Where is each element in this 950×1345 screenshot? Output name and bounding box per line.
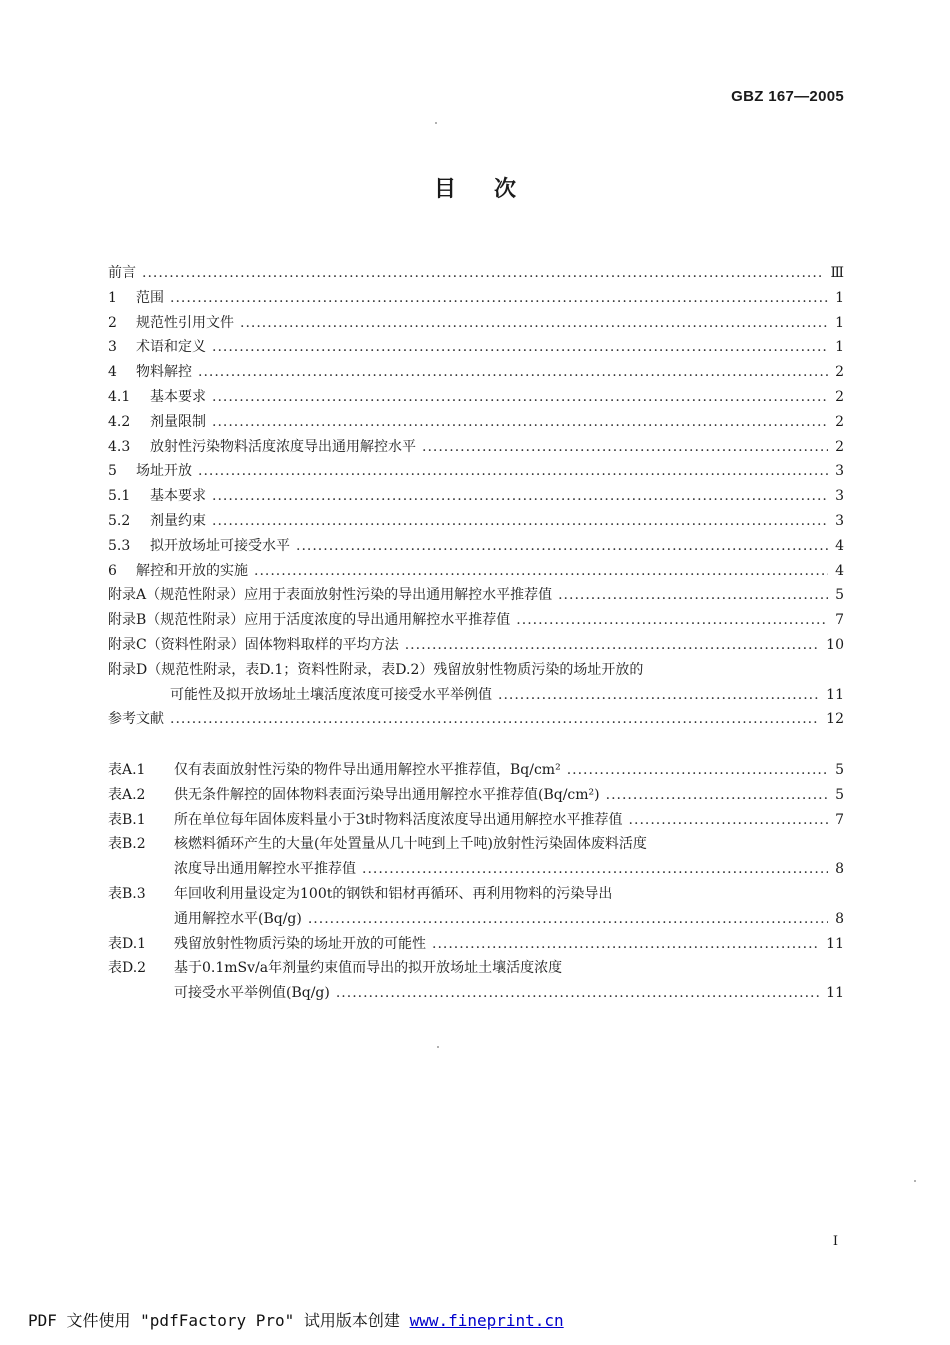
leader-dots [212,335,828,360]
table-row-continued[interactable] [108,981,844,1006]
table-num: 表B.1 [108,811,146,828]
toc-label: 剂量约束 [150,512,206,529]
table-row-continued[interactable] [108,857,844,882]
leader-dots [629,808,828,833]
table-row[interactable] [108,808,844,833]
toc-row-appendix-a[interactable] [108,583,844,608]
leader-dots [198,360,828,385]
toc-row-appendix-b[interactable] [108,608,844,633]
leader-dots [362,857,828,882]
toc-num: 5.1 [108,488,131,505]
table-label: 年回收利用量设定为100t的钢铁和铝材再循环、再利用物料的污染导出 [174,885,613,902]
toc-main [108,261,844,732]
scan-speck [914,1180,916,1182]
table-num: 表B.2 [108,836,146,853]
toc-page: 1 [835,339,844,356]
table-label: 浓度导出通用解控水平推荐值 [174,861,356,878]
table-num: 表D.2 [108,960,147,977]
leader-dots [142,261,824,286]
toc-row-references[interactable] [108,707,844,732]
leader-dots [498,683,820,708]
toc-label: 拟开放场址可接受水平 [150,537,290,554]
toc-label: 解控和开放的实施 [136,562,248,579]
toc-num: 3 [108,339,117,356]
toc-row[interactable] [108,534,844,559]
toc-page: 12 [826,711,844,728]
toc-num: 6 [108,562,117,579]
table-row[interactable] [108,758,844,783]
toc-row[interactable] [108,261,844,286]
toc-num: 2 [108,314,117,331]
toc-label: 术语和定义 [136,339,206,356]
toc-num: 4.2 [108,413,131,430]
table-page: 11 [826,985,844,1002]
toc-page: 4 [835,537,844,554]
toc-row-appendix-c[interactable] [108,633,844,658]
scan-speck [435,122,437,124]
toc-label: 前言 [108,265,136,281]
pdf-watermark [28,1308,564,1331]
toc-num: 4.3 [108,438,131,455]
toc-page: 10 [826,636,844,653]
toc-num: 5.2 [108,512,131,529]
page-title: 目次 [433,176,554,202]
toc-label: 剂量限制 [150,413,206,430]
toc-page: 2 [835,438,844,455]
leader-dots [212,385,828,410]
table-row[interactable] [108,932,844,957]
table-label: 供无条件解控的固体物料表面污染导出通用解控水平推荐值(Bq/cm²) [174,786,600,803]
table-label: 仅有表面放射性污染的物件导出通用解控水平推荐值，Bq/cm² [174,762,561,778]
toc-label: 范围 [136,289,164,306]
toc-label: 参考文献 [108,711,164,728]
table-row-continued[interactable] [108,907,844,932]
toc-row[interactable] [108,435,844,460]
table-row[interactable] [108,882,844,907]
toc-label: 附录C（资料性附录）固体物料取样的平均方法 [108,636,399,653]
table-page: 5 [835,786,844,803]
leader-dots [567,758,828,783]
toc-page: 1 [835,289,844,306]
leader-dots [558,583,828,608]
leader-dots [606,783,828,808]
toc-label: 场址开放 [136,463,192,480]
watermark-link[interactable]: www.fineprint.cn [409,1311,564,1330]
toc-row[interactable] [108,509,844,534]
toc-page: 7 [835,612,844,629]
table-num: 表A.1 [108,762,146,778]
toc-row-appendix-d-continued[interactable] [108,683,844,708]
leader-dots [212,484,828,509]
table-row[interactable] [108,956,844,981]
toc-page: 4 [835,562,844,579]
leader-dots [198,459,828,484]
toc-label: 附录A（规范性附录）应用于表面放射性污染的导出通用解控水平推荐值 [108,587,553,604]
toc-row[interactable] [108,311,844,336]
toc-row[interactable] [108,559,844,584]
leader-dots [240,311,828,336]
document-code: GBZ 167—2005 [731,88,844,105]
toc-row[interactable] [108,360,844,385]
page-number: I [832,1234,838,1249]
toc-num: 4.1 [108,388,131,405]
toc-num: 1 [108,289,117,306]
toc-row-appendix-d[interactable] [108,658,844,683]
leader-dots [405,633,820,658]
scan-speck [437,1046,439,1048]
table-label: 通用解控水平(Bq/g) [174,910,302,927]
toc-label: 物料解控 [136,364,192,381]
toc-label: 可能性及拟开放场址土壤活度浓度可接受水平举例值 [170,686,492,703]
leader-dots [170,286,828,311]
table-row[interactable] [108,832,844,857]
leader-dots [336,981,820,1006]
toc-label: 放射性污染物料活度浓度导出通用解控水平 [150,438,416,455]
table-label: 残留放射性物质污染的场址开放的可能性 [174,935,426,952]
table-label: 所在单位每年固体废料量小于3t时物料活度浓度导出通用解控水平推荐值 [174,811,623,828]
toc-row[interactable] [108,335,844,360]
toc-page: 3 [835,512,844,529]
table-page: 11 [826,935,844,952]
toc-page: 2 [835,364,844,381]
table-num: 表D.1 [108,935,147,952]
toc-page: 2 [835,388,844,405]
toc-row[interactable] [108,459,844,484]
toc-page: 2 [835,413,844,430]
table-page: 8 [835,861,844,878]
toc-label: 规范性引用文件 [136,314,234,331]
toc-label: 基本要求 [150,488,206,505]
toc-page: 5 [835,587,844,604]
toc-row[interactable] [108,484,844,509]
toc-tables [108,758,844,1006]
toc-num: 4 [108,364,117,381]
toc-num: 5 [108,463,117,480]
table-label: 基于0.1mSv/a年剂量约束值而导出的拟开放场址土壤活度浓度 [174,960,563,977]
toc-row[interactable] [108,410,844,435]
table-num: 表A.2 [108,786,146,803]
leader-dots [432,932,820,957]
toc-num: 5.3 [108,537,131,554]
table-num: 表B.3 [108,885,146,902]
watermark-text: PDF 文件使用 "pdfFactory Pro" 试用版本创建 [28,1311,410,1330]
leader-dots [254,559,828,584]
table-row[interactable] [108,783,844,808]
toc-label: 基本要求 [150,388,206,405]
toc-page: 3 [835,488,844,505]
toc-page: 3 [835,463,844,480]
leader-dots [212,509,828,534]
leader-dots [296,534,828,559]
table-label: 核燃料循环产生的大量(年处置量从几十吨到上千吨)放射性污染固体废料活度 [174,836,647,853]
table-label: 可接受水平举例值(Bq/g) [174,985,330,1002]
leader-dots [212,410,828,435]
toc-row[interactable] [108,286,844,311]
toc-page: 11 [826,686,844,703]
toc-page: 1 [835,314,844,331]
leader-dots [516,608,828,633]
table-page: 5 [835,762,844,778]
toc-row[interactable] [108,385,844,410]
leader-dots [422,435,828,460]
leader-dots [308,907,828,932]
table-page: 7 [835,811,844,828]
toc-page: Ⅲ [830,265,844,281]
table-page: 8 [835,910,844,927]
toc-label: 附录D（规范性附录，表D.1；资料性附录，表D.2）残留放射性物质污染的场址开放的 [108,661,644,678]
leader-dots [170,707,820,732]
toc-label: 附录B（规范性附录）应用于活度浓度的导出通用解控水平推荐值 [108,612,511,629]
